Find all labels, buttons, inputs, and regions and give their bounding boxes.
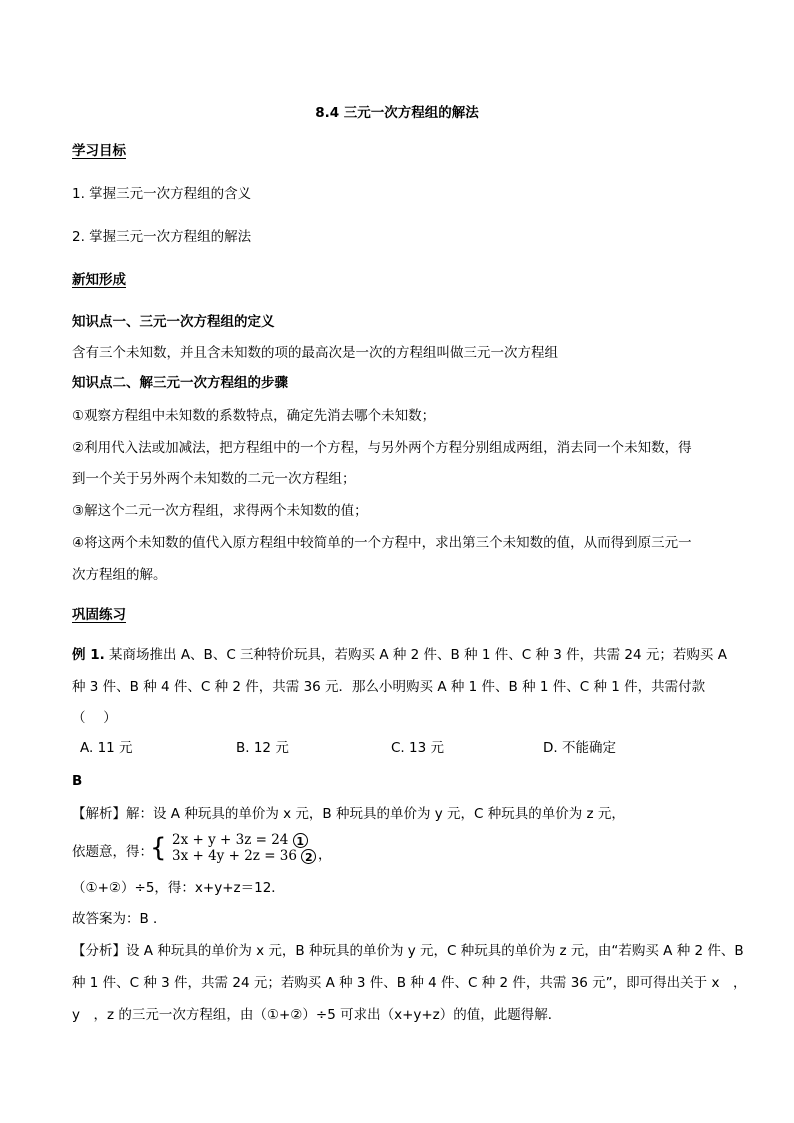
practice-heading: 巩固练习: [72, 607, 126, 623]
fenxi-line-1: 【分析】设 A 种玩具的单价为 x 元，B 种玩具的单价为 y 元，C 种玩具的单价为 z 元，由“若购买 A 种 2 件、B: [72, 943, 744, 959]
goals-heading: 学习目标: [72, 143, 126, 159]
example-label: 例 1.: [72, 647, 105, 663]
page-title: 8.4 三元一次方程组的解法: [315, 105, 479, 121]
equation-1-marker: 1: [293, 833, 308, 848]
step-line-4: ③解这个二元一次方程组，求得两个未知数的值；: [72, 503, 368, 519]
question-line-2: 种 3 件、B 种 4 件、C 种 2 件，共需 36 元．那么小明购买 A 种 1 件、B 种 1 件、C 种 1 件，共需付款: [72, 679, 706, 695]
system-comma: ，: [318, 847, 332, 863]
fenxi-line-3: y ，z 的三元一次方程组，由（①+②）÷5 可求出（x+y+z）的值，此题得解．: [72, 1007, 562, 1023]
question-line-1: [72, 646, 727, 664]
option-b: B. 12 元: [236, 740, 289, 756]
equation-2: 3x + 4y + 2z = 36 2: [172, 849, 316, 864]
analysis-line-1: 【解析】解：设 A 种玩具的单价为 x 元，B 种玩具的单价为 y 元，C 种玩具的单价为 z 元，: [72, 806, 625, 822]
point1-text: 含有三个未知数，并且含未知数的项的最高次是一次的方程组叫做三元一次方程组: [72, 345, 558, 361]
step-line-5: ④将这两个未知数的值代入原方程组中较简单的一个方程中，求出第三个未知数的值，从而得到原三元一: [72, 535, 692, 551]
analysis-line-2-prefix: 依题意，得：: [72, 844, 153, 860]
option-c: C. 13 元: [391, 740, 444, 756]
analysis-line-3: （①+②）÷5，得：x+y+z＝12．: [72, 880, 285, 896]
analysis-line-4: 故答案为：B ．: [72, 911, 167, 927]
point2-heading: 知识点二、解三元一次方程组的步骤: [72, 375, 288, 391]
option-d: D. 不能确定: [543, 740, 616, 756]
step-line-1: ①观察方程组中未知数的系数特点，确定先消去哪个未知数；: [72, 408, 436, 424]
system-brace: {: [150, 833, 167, 863]
goal-item-2: 2. 掌握三元一次方程组的解法: [72, 229, 252, 245]
fenxi-line-2: 种 1 件、C 种 3 件，共需 24 元；若购买 A 种 3 件、B 种 4 件、C 种 2 件，共需 36 元”，即可得出关于 x ，: [72, 975, 747, 991]
equation-2-marker: 2: [301, 849, 316, 864]
answer-blank: （ ）: [72, 710, 117, 726]
new-knowledge-heading: 新知形成: [72, 272, 126, 288]
question-text-1: 某商场推出 A、B、C 三种特价玩具，若购买 A 种 2 件、B 种 1 件、C 种 3 件，共需 24 元；若购买 A: [109, 647, 727, 663]
step-line-2: ②利用代入法或加减法，把方程组中的一个方程，与另外两个方程分别组成两组，消去同一个未知数，得: [72, 440, 692, 456]
equation-1: 2x + y + 3z = 24 1: [172, 833, 308, 848]
answer-letter: B: [72, 773, 83, 789]
goal-item-1: 1. 掌握三元一次方程组的含义: [72, 186, 252, 202]
step-line-3: 到一个关于另外两个未知数的二元一次方程组；: [72, 471, 356, 487]
step-line-6: 次方程组的解。: [72, 567, 167, 583]
point1-heading: 知识点一、三元一次方程组的定义: [72, 314, 275, 330]
option-a: A. 11 元: [80, 740, 133, 756]
